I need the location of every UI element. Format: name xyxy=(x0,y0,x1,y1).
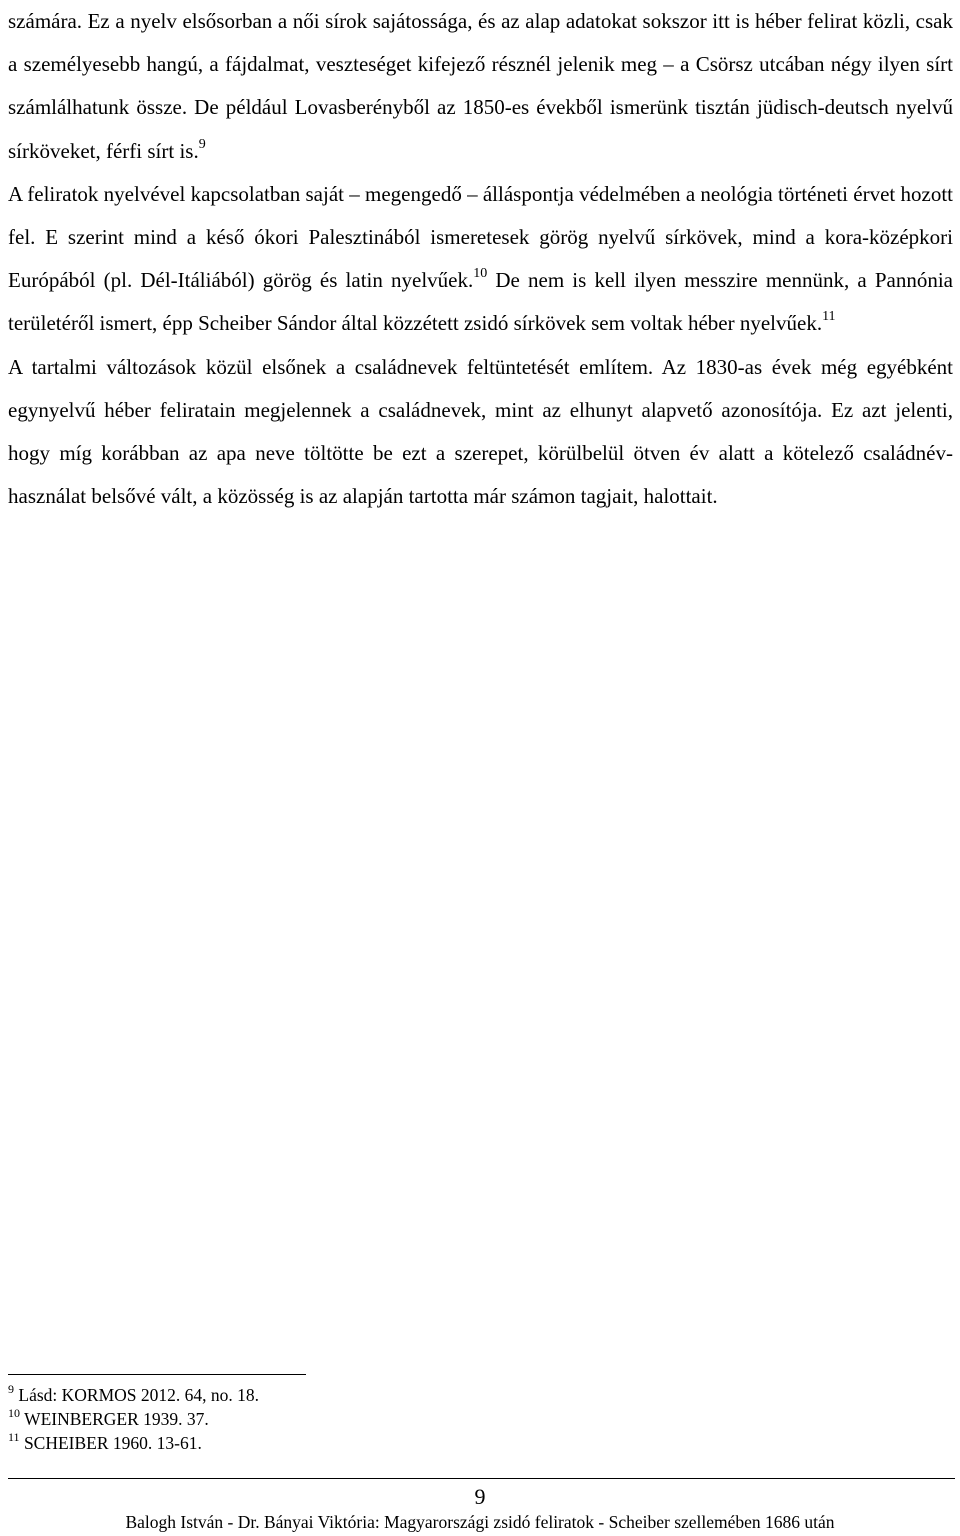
footnote-9 xyxy=(8,1383,608,1407)
paragraph-1-text: számára. Ez a nyelv elsősorban a női sírok sajátossága, és az alap adatokat sokszor itt is héber felirat közli, csak a személyesebb hangú, a fájdalmat, veszteséget kifejező résznél jelenik meg – a Csörsz utcában négy ilyen sírt számlálhatunk össze. De például Lovasberényből az 1850-es évekből ismerünk tisztán jüdisch-deutsch nyelvű sírköveket, férfi sírt is. xyxy=(8,9,953,163)
footnote-number: 9 xyxy=(8,1382,14,1396)
paragraph-3-text: A tartalmi változások közül elsőnek a családnevek feltüntetését említem. Az 1830-as évek még egyébként egynyelvű héber feliratain megjelennek a családnevek, mint az elhunyt alapvető azonosítója. Ez azt jelenti, hogy míg korábban az apa neve töltötte be ezt a szerepet, körülbelül ötven év alatt a kötelező családnév-használat belsővé vált, a közösség is az alapján tartotta már számon tagjait, halottait. xyxy=(8,354,953,509)
running-footer: Balogh István - Dr. Bányai Viktória: Magyarországi zsidó feliratok - Scheiber szellemében 1686 után xyxy=(125,1512,835,1532)
footer-separator xyxy=(8,1478,955,1479)
paragraph-1 xyxy=(8,0,953,173)
footnote-ref-11[interactable]: 11 xyxy=(822,309,836,325)
paragraph-2 xyxy=(8,173,953,346)
footnote-11 xyxy=(8,1431,608,1455)
footnote-separator xyxy=(8,1374,306,1375)
footnote-number: 11 xyxy=(8,1430,20,1444)
paragraph-2-text-b: De nem is kell ilyen messzire mennünk, a Pannónia területéről ismert, épp Scheiber Sándor által közzétett zsidó sírkövek sem voltak héber nyelvűek. xyxy=(8,268,953,336)
footnotes xyxy=(8,1383,608,1455)
footnote-text: Lásd: KORMOS 2012. 64, no. 18. xyxy=(18,1385,260,1405)
page-number: 9 xyxy=(474,1484,486,1509)
footnote-ref-9[interactable]: 9 xyxy=(198,136,206,152)
footnote-text: WEINBERGER 1939. 37. xyxy=(24,1409,209,1429)
paragraph-2-text-a: A feliratok nyelvével kapcsolatban saját – megengedő – álláspontja védelmében a neológia történeti érvet hozott fel. E szerint mind a késő ókori Palesztinából ismeretesek görög nyelvű sírkövek, mind a kora-középkori Európából (pl. Dél-Itáliából) görög és latin nyelvűek. xyxy=(8,181,953,293)
footnote-10 xyxy=(8,1407,608,1431)
main-text xyxy=(8,0,953,518)
footnote-number: 10 xyxy=(8,1406,20,1420)
paragraph-3 xyxy=(8,346,953,519)
footnote-ref-10[interactable]: 10 xyxy=(473,266,488,282)
footnote-text: SCHEIBER 1960. 13-61. xyxy=(23,1433,202,1453)
